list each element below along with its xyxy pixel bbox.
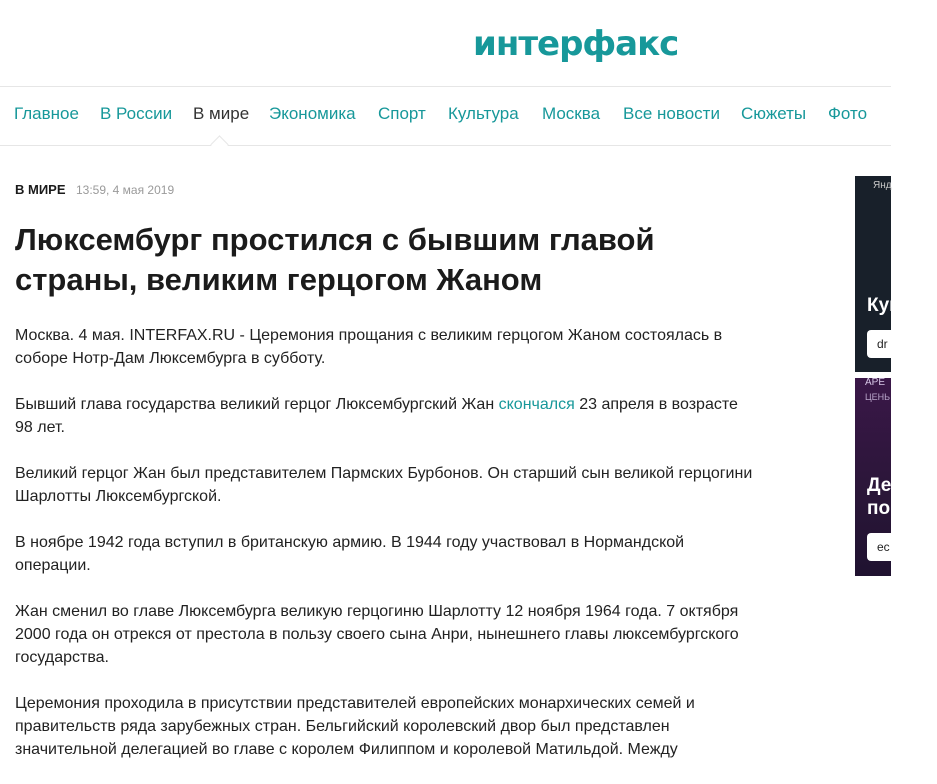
article-title: Люксембург простился с бывшим главой страны, великим герцогом Жаном	[15, 222, 655, 297]
ad-headline: Де	[867, 475, 892, 496]
article-paragraph: В ноябре 1942 года вступил в британскую армию. В 1944 году участвовал в Нормандской операции.	[15, 534, 685, 574]
ad-label: Янд	[873, 180, 892, 191]
nav-item-main[interactable]: Главное	[14, 104, 79, 123]
nav-item-economy[interactable]: Экономика	[269, 104, 356, 123]
died-link[interactable]: скончался	[498, 396, 575, 413]
header-bar	[0, 0, 891, 87]
main-nav	[0, 87, 891, 146]
article-date: 13:59, 4 мая 2019	[75, 183, 175, 197]
article-paragraph: Москва. 4 мая. INTERFAX.RU - Церемония прощания с великим герцогом Жаном состоялась в соборе Нотр-Дам Люксембурга в субботу.	[15, 327, 723, 367]
ad-headline: Куг	[867, 295, 898, 316]
interfax-logo[interactable]	[473, 14, 679, 76]
ad-banner-1[interactable]	[855, 176, 898, 372]
logo-text: интерфакс	[473, 24, 679, 64]
ad-banner-2[interactable]	[855, 378, 891, 576]
article-meta	[15, 181, 174, 199]
article-paragraph: Великий герцог Жан был представителем Пармских Бурбонов. Он старший сын великой герцогини Шарлотты Люксембургской.	[15, 465, 753, 505]
article-paragraph: Жан сменил во главе Люксембурга великую герцогиню Шарлотту 12 ноября 1964 года. 7 октября 2000 года он отрекся от престола в пользу своего сына Анри, нынешнего главы люксембургского государства.	[15, 603, 739, 666]
nav-item-sport[interactable]: Спорт	[378, 104, 426, 123]
nav-item-moscow[interactable]: Москва	[542, 104, 601, 123]
nav-item-culture[interactable]: Культура	[448, 104, 519, 123]
article-rubric[interactable]: В МИРЕ	[15, 182, 66, 197]
article-paragraph	[15, 393, 755, 439]
ad-label: АРЕ	[865, 377, 886, 388]
article-paragraph: Церемония проходила в присутствии представителей европейских монархических семей и правительств ряда зарубежных стран. Бельгийский королевский двор был представлен значительной делегацией во главе с королем Филиппом и королевой Матильдой. Между	[15, 695, 695, 758]
nav-item-all-news[interactable]: Все новости	[623, 104, 720, 123]
ad-button[interactable]: dr	[867, 330, 937, 358]
paragraph-text: Бывший глава государства великий герцог Люксембургский Жан	[15, 396, 499, 413]
nav-item-photo[interactable]: Фото	[828, 104, 868, 123]
ad-button[interactable]: ec	[867, 533, 937, 561]
paragraph-text: 23 апреля в возрасте 98 лет.	[15, 396, 738, 436]
ad-headline: по	[867, 498, 891, 519]
nav-item-stories[interactable]: Сюжеты	[741, 104, 807, 123]
nav-item-russia[interactable]: В России	[100, 104, 173, 123]
article-body	[15, 324, 755, 784]
nav-item-world[interactable]: В мире	[193, 104, 250, 123]
ad-label: ЦЕНЬ	[865, 392, 891, 402]
